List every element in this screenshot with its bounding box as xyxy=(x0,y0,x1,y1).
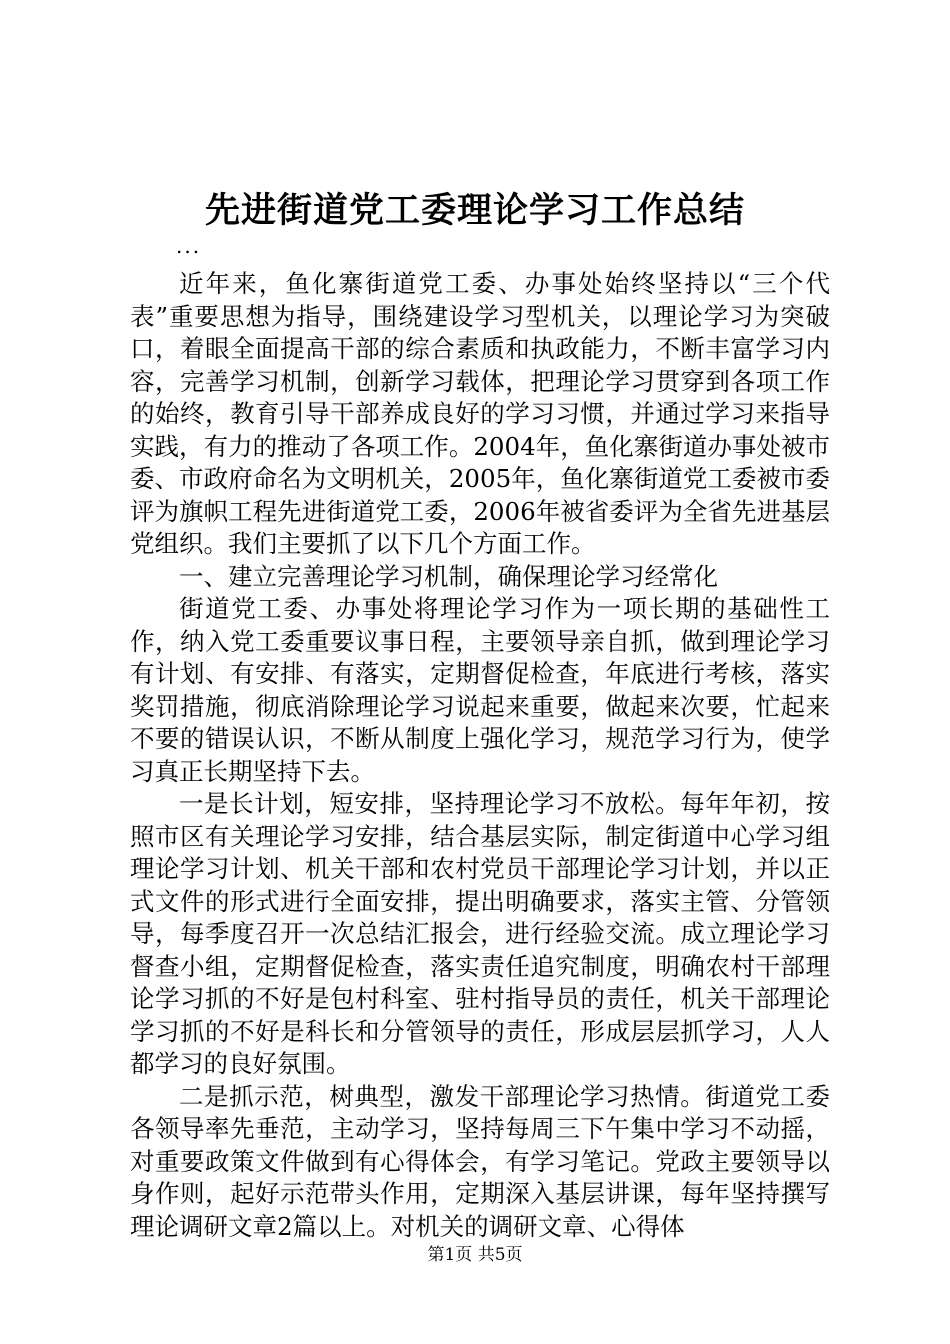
paragraph-point-one: 一是长计划，短安排，坚持理论学习不放松。每年年初，按照市区有关理论学习安排，结合基层实际，制定街道中心学习组理论学习计划、机关干部和农村党员干部理论学习计划，并以正式文件的形式进行全面安排，提出明确要求，落实主管、分管领导，每季度召开一次总结汇报会，进行经验交流。成立理论学习督查小组，定期督促检查，落实责任追究制度，明确农村干部理论学习抓的不好是包村科室、驻村指导员的责任，机关干部理论学习抓的不好是科长和分管领导的责任，形成层层抓学习，人人都学习的良好氛围。 xyxy=(130,789,830,1078)
paragraph-section: 街道党工委、办事处将理论学习作为一项长期的基础性工作，纳入党工委重要议事日程，主要领导亲自抓，做到理论学习有计划、有安排、有落实，定期督促检查，年底进行考核，落实奖罚措施，彻底消除理论学习说起来重要，做起来次要，忙起来不要的错误认识，不断从制度上强化学习，规范学习行为，使学习真正长期坚持下去。 xyxy=(130,594,830,786)
document-body xyxy=(130,268,830,1243)
ellipsis-mark: ... xyxy=(176,234,202,258)
page-footer: 第1页 共5页 xyxy=(427,1245,523,1265)
document-title: 先进街道党工委理论学习工作总结 xyxy=(204,190,745,231)
paragraph-point-two: 二是抓示范，树典型，激发干部理论学习热情。街道党工委各领导率先垂范，主动学习，坚持每周三下午集中学习不动摇，对重要政策文件做到有心得体会，有学习笔记。党政主要领导以身作则，起好示范带头作用，定期深入基层讲课，每年坚持撰写理论调研文章2篇以上。对机关的调研文章、心得体 xyxy=(130,1081,830,1241)
section-heading: 一、建立完善理论学习机制，确保理论学习经常化 xyxy=(179,561,718,591)
paragraph-intro: 近年来，鱼化寨街道党工委、办事处始终坚持以“三个代表”重要思想为指导，围绕建设学习型机关，以理论学习为突破口，着眼全面提高干部的综合素质和执政能力，不断丰富学习内容，完善学习机制，创新学习载体，把理论学习贯穿到各项工作的始终，教育引导干部养成良好的学习习惯，并通过学习来指导实践，有力的推动了各项工作。2004年，鱼化寨街道办事处被市委、市政府命名为文明机关，2005年，鱼化寨街道党工委被市委评为旗帜工程先进街道党工委，2006年被省委评为全省先进基层党组织。我们主要抓了以下几个方面工作。 xyxy=(130,269,830,558)
